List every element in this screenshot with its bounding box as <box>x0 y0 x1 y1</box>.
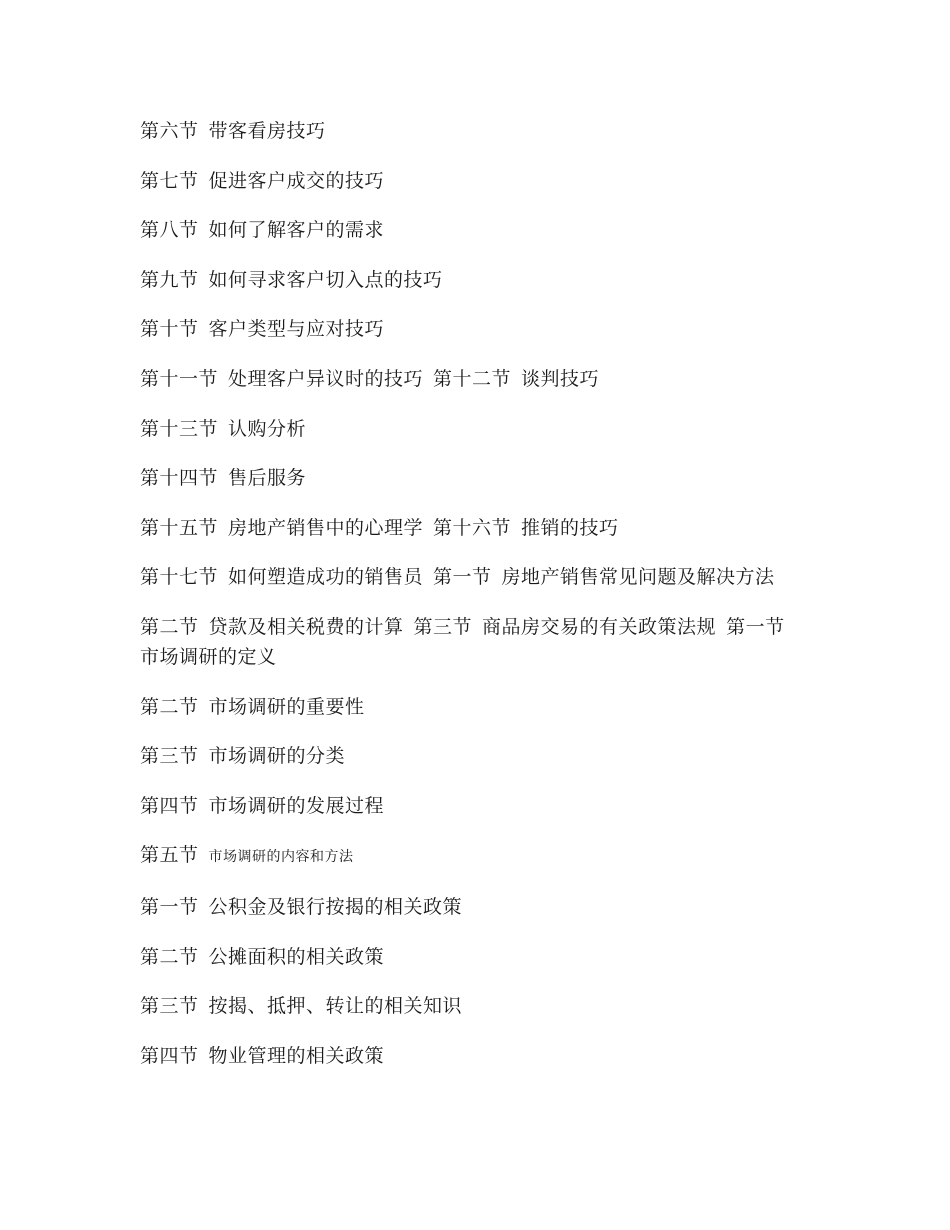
table-of-contents <box>140 116 810 1090</box>
section-number: 第十六节 <box>433 516 512 539</box>
toc-entry <box>140 612 810 672</box>
section-number: 第一节 <box>726 615 785 638</box>
toc-entry <box>140 791 810 821</box>
section-title: 推销的技巧 <box>521 516 619 539</box>
toc-entry <box>140 116 810 146</box>
toc-entry <box>140 513 810 543</box>
section-number: 第一节 <box>140 895 199 918</box>
toc-entry <box>140 942 810 972</box>
toc-entry <box>140 991 810 1021</box>
section-number: 第十二节 <box>433 367 512 390</box>
toc-entry <box>140 741 810 771</box>
section-title: 房地产销售常见问题及解决方法 <box>501 566 775 589</box>
section-number: 第一节 <box>433 566 492 589</box>
section-number: 第十七节 <box>140 566 219 589</box>
section-number: 第八节 <box>140 219 199 242</box>
section-number: 第二节 <box>140 615 199 638</box>
toc-entry <box>140 265 810 295</box>
toc-entry <box>140 892 810 922</box>
section-title: 客户类型与应对技巧 <box>208 318 385 341</box>
toc-entry <box>140 166 810 196</box>
section-title: 认购分析 <box>228 417 307 440</box>
section-title: 如何寻求客户切入点的技巧 <box>208 268 443 291</box>
section-title: 物业管理的相关政策 <box>208 1044 385 1067</box>
section-number: 第三节 <box>140 745 199 768</box>
section-title: 房地产销售中的心理学 <box>228 516 424 539</box>
toc-entry <box>140 414 810 444</box>
section-number: 第十五节 <box>140 516 219 539</box>
section-title: 贷款及相关税费的计算 <box>208 615 404 638</box>
section-title: 处理客户异议时的技巧 <box>228 367 424 390</box>
section-title: 市场调研的定义 <box>140 645 277 668</box>
section-title: 促进客户成交的技巧 <box>208 169 385 192</box>
section-number: 第十一节 <box>140 367 219 390</box>
section-number: 第六节 <box>140 120 199 142</box>
section-number: 第九节 <box>140 268 199 291</box>
toc-entry <box>140 364 810 394</box>
section-number: 第三节 <box>413 615 473 638</box>
section-number: 第二节 <box>140 945 199 968</box>
section-number: 第十三节 <box>140 417 219 440</box>
section-title: 带客看房技巧 <box>208 120 326 142</box>
section-number: 第十四节 <box>140 467 219 490</box>
toc-entry <box>140 314 810 344</box>
section-number: 第二节 <box>140 695 199 718</box>
section-title: 公积金及银行按揭的相关政策 <box>208 895 463 918</box>
section-number: 第四节 <box>140 1044 199 1067</box>
toc-entry <box>140 562 810 592</box>
toc-entry <box>140 692 810 722</box>
section-title: 按揭、抵押、转让的相关知识 <box>208 995 463 1018</box>
toc-entry <box>140 215 810 245</box>
section-number: 第三节 <box>140 995 199 1018</box>
section-title: 如何塑造成功的销售员 <box>228 566 424 589</box>
toc-entry <box>140 840 810 872</box>
section-title: 商品房交易的有关政策法规 <box>482 615 717 638</box>
section-number: 第七节 <box>140 169 199 192</box>
section-title: 市场调研的发展过程 <box>208 794 385 817</box>
section-title: 售后服务 <box>228 467 307 490</box>
section-title: 谈判技巧 <box>521 367 600 390</box>
section-title: 市场调研的内容和方法 <box>208 849 354 866</box>
section-number: 第十节 <box>140 318 199 341</box>
section-number: 第五节 <box>140 844 199 867</box>
section-number: 第四节 <box>140 794 199 817</box>
section-title: 如何了解客户的需求 <box>208 219 385 242</box>
section-title: 公摊面积的相关政策 <box>208 945 385 968</box>
section-title: 市场调研的重要性 <box>208 695 365 718</box>
toc-entry <box>140 463 810 493</box>
toc-entry <box>140 1041 810 1071</box>
section-title: 市场调研的分类 <box>208 745 346 768</box>
